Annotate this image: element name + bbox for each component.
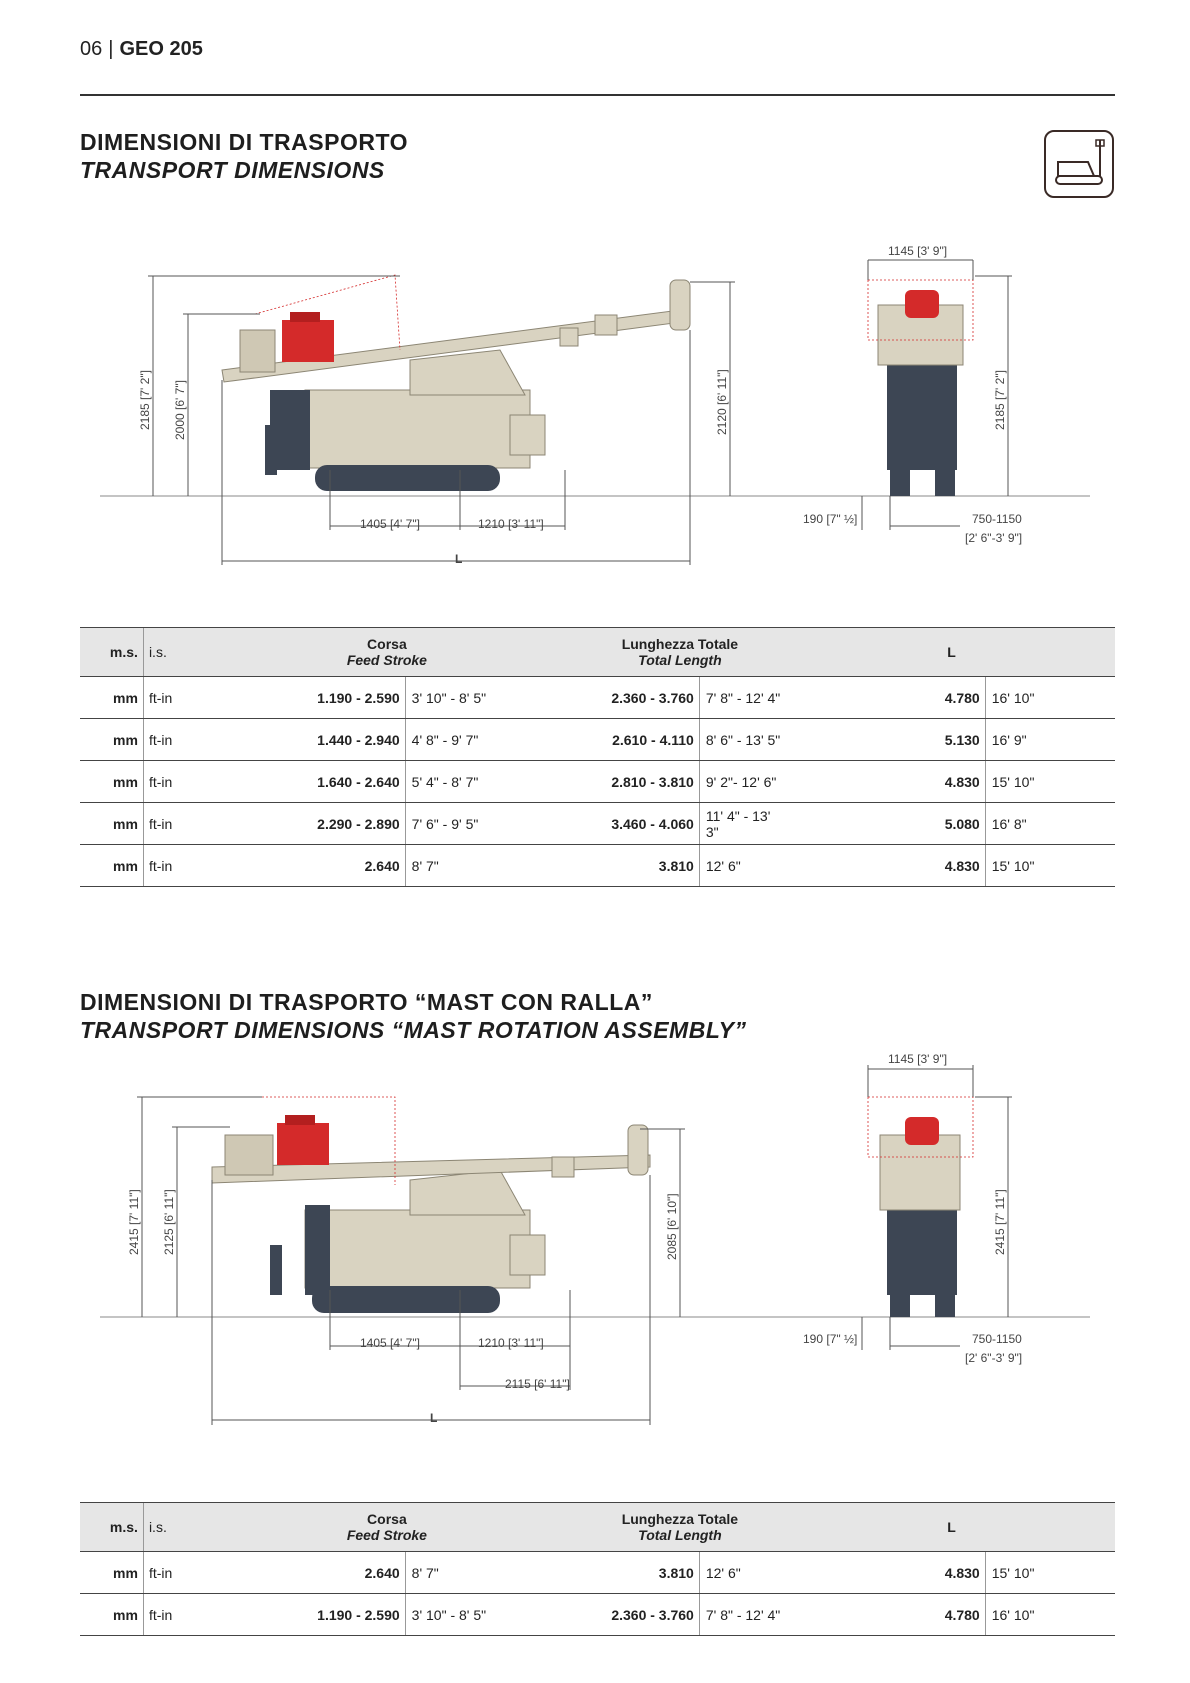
header-rule	[80, 94, 1115, 96]
dim-gauge: 750-1150	[972, 512, 1022, 526]
cell-unit-imperial: ft-in	[143, 1594, 202, 1636]
dim-rear-overhang: 1210 [3' 11"]	[478, 517, 544, 531]
dim-mast-overhang: 2115 [6' 11"]	[505, 1377, 570, 1391]
cell-stroke-ft: 3' 10" - 8' 5"	[405, 1594, 493, 1636]
col-length-en: Total Length	[638, 652, 722, 668]
col-stroke-it: Corsa	[367, 1511, 407, 1527]
cell-unit-metric: mm	[80, 761, 143, 803]
cell-l-ft: 15' 10"	[985, 845, 1115, 887]
cell-length-mm: 3.460 - 4.060	[493, 803, 700, 845]
cell-stroke-ft: 4' 8" - 9' 7"	[405, 719, 493, 761]
cell-l-ft: 15' 10"	[985, 761, 1115, 803]
cell-l-mm: 4.830	[788, 1552, 985, 1594]
table-row	[80, 677, 1115, 719]
cell-l-ft: 16' 10"	[985, 1594, 1115, 1636]
table-row	[80, 803, 1115, 845]
col-stroke-en: Feed Stroke	[346, 1527, 427, 1543]
cell-length-mm: 3.810	[493, 1552, 700, 1594]
dim-gauge-ft: [2' 6"-3' 9"]	[965, 531, 1023, 545]
cell-unit-metric: mm	[80, 1594, 143, 1636]
dim-track-width: 190 [7" ½]	[803, 512, 858, 526]
col-stroke-it: Corsa	[367, 636, 407, 652]
rear-view-machine	[868, 280, 973, 496]
col-stroke	[202, 628, 493, 677]
cell-length-ft: 7' 8" - 12' 4"	[699, 1594, 788, 1636]
cell-unit-imperial: ft-in	[143, 719, 202, 761]
transport-table-2	[80, 1502, 1115, 1636]
page-number: 06	[80, 38, 103, 60]
dim-height-rear: 2185 [7' 2"]	[993, 370, 1007, 430]
table-row	[80, 845, 1115, 887]
cell-unit-metric: mm	[80, 845, 143, 887]
cell-unit-imperial: ft-in	[143, 845, 202, 887]
dim-track-width: 190 [7" ½]	[803, 1332, 858, 1346]
col-L: L	[788, 628, 1115, 677]
dim-height-body: 2125 [6' 11"]	[162, 1189, 176, 1255]
cell-stroke-ft: 7' 6" - 9' 5"	[405, 803, 493, 845]
col-length	[493, 628, 788, 677]
dim-rear-overhang: 1210 [3' 11"]	[478, 1336, 544, 1350]
dim-width: 1145 [3' 9"]	[888, 1052, 948, 1066]
cell-stroke-mm: 2.640	[202, 1552, 405, 1594]
cell-stroke-ft: 8' 7"	[405, 845, 493, 887]
dim-L: L	[455, 552, 463, 566]
dim-height-total: 2415 [7' 11"]	[127, 1189, 141, 1255]
cell-l-mm: 4.780	[788, 677, 985, 719]
cell-unit-imperial: ft-in	[143, 803, 202, 845]
cell-stroke-ft: 8' 7"	[405, 1552, 493, 1594]
cell-unit-metric: mm	[80, 1552, 143, 1594]
table-row	[80, 1594, 1115, 1636]
cell-length-ft: 9' 2"- 12' 6"	[699, 761, 788, 803]
side-view-machine	[222, 275, 690, 491]
cell-l-ft: 16' 8"	[985, 803, 1115, 845]
cell-stroke-mm: 1.190 - 2.590	[202, 677, 405, 719]
cell-length-mm: 3.810	[493, 845, 700, 887]
cell-length-mm: 2.610 - 4.110	[493, 719, 700, 761]
cell-l-mm: 5.080	[788, 803, 985, 845]
dim-gauge: 750-1150	[972, 1332, 1022, 1346]
table-header-row	[80, 628, 1115, 677]
cell-stroke-ft: 3' 10" - 8' 5"	[405, 677, 493, 719]
col-length-it: Lunghezza Totale	[621, 1511, 739, 1527]
dim-height-rear: 2415 [7' 11"]	[993, 1189, 1007, 1255]
cell-unit-metric: mm	[80, 719, 143, 761]
dim-width: 1145 [3' 9"]	[888, 244, 948, 258]
cell-l-mm: 5.130	[788, 719, 985, 761]
cell-length-ft: 11' 4" - 13' 3"	[699, 803, 788, 845]
col-length-en: Total Length	[638, 1527, 722, 1543]
dim-height-body: 2000 [6' 7"]	[173, 380, 187, 440]
col-stroke	[202, 1503, 493, 1552]
cell-unit-imperial: ft-in	[143, 677, 202, 719]
cell-length-ft: 8' 6" - 13' 5"	[699, 719, 788, 761]
dim-track-length: 1405 [4' 7"]	[360, 517, 420, 531]
model-name: GEO 205	[119, 38, 203, 60]
section2-title-it: DIMENSIONI DI TRASPORTO “MAST CON RALLA”	[80, 989, 653, 1015]
section1-title-it: DIMENSIONI DI TRASPORTO	[80, 129, 408, 155]
cell-l-mm: 4.830	[788, 845, 985, 887]
cell-length-mm: 2.810 - 3.810	[493, 761, 700, 803]
section2-title	[80, 988, 747, 1044]
dim-L: L	[430, 1411, 438, 1425]
col-ms: m.s.	[80, 1503, 143, 1552]
dim-track-length: 1405 [4' 7"]	[360, 1336, 420, 1350]
cell-stroke-ft: 5' 4" - 8' 7"	[405, 761, 493, 803]
side-view-machine	[212, 1097, 650, 1313]
section1-title-en: TRANSPORT DIMENSIONS	[80, 157, 385, 183]
rear-view-machine	[868, 1097, 973, 1317]
dim-height-total: 2185 [7' 2"]	[138, 370, 152, 430]
dim-height-mast: 2085 [6' 10"]	[665, 1193, 679, 1260]
cell-unit-imperial: ft-in	[143, 1552, 202, 1594]
dim-gauge-ft: [2' 6"-3' 9"]	[965, 1351, 1023, 1365]
cell-stroke-mm: 1.440 - 2.940	[202, 719, 405, 761]
cell-length-mm: 2.360 - 3.760	[493, 1594, 700, 1636]
cell-stroke-mm: 2.640	[202, 845, 405, 887]
page-header	[80, 38, 203, 61]
cell-unit-metric: mm	[80, 677, 143, 719]
cell-l-ft: 16' 10"	[985, 677, 1115, 719]
cell-stroke-mm: 2.290 - 2.890	[202, 803, 405, 845]
cell-unit-metric: mm	[80, 803, 143, 845]
table-header-row	[80, 1503, 1115, 1552]
section1-drawing	[0, 230, 1190, 570]
col-L: L	[788, 1503, 1115, 1552]
cell-stroke-mm: 1.640 - 2.640	[202, 761, 405, 803]
col-is: i.s.	[143, 1503, 202, 1552]
col-is: i.s.	[143, 628, 202, 677]
col-ms: m.s.	[80, 628, 143, 677]
table-row	[80, 1552, 1115, 1594]
table-row	[80, 719, 1115, 761]
col-length	[493, 1503, 788, 1552]
transport-table-1	[80, 627, 1115, 887]
cell-unit-imperial: ft-in	[143, 761, 202, 803]
section1-title	[80, 128, 408, 184]
cell-length-ft: 12' 6"	[699, 1552, 788, 1594]
cell-l-mm: 4.830	[788, 761, 985, 803]
col-stroke-en: Feed Stroke	[346, 652, 427, 668]
transport-icon	[1044, 130, 1114, 198]
section2-title-en: TRANSPORT DIMENSIONS “MAST ROTATION ASSEMBLY”	[80, 1017, 747, 1043]
cell-length-ft: 7' 8" - 12' 4"	[699, 677, 788, 719]
cell-l-mm: 4.780	[788, 1594, 985, 1636]
col-length-it: Lunghezza Totale	[621, 636, 739, 652]
table-row	[80, 761, 1115, 803]
cell-stroke-mm: 1.190 - 2.590	[202, 1594, 405, 1636]
cell-l-ft: 15' 10"	[985, 1552, 1115, 1594]
cell-length-mm: 2.360 - 3.760	[493, 677, 700, 719]
section2-drawing	[0, 1045, 1190, 1425]
header-separator: |	[108, 38, 114, 60]
dim-height-mast: 2120 [6' 11"]	[715, 369, 729, 435]
cell-l-ft: 16' 9"	[985, 719, 1115, 761]
cell-length-ft: 12' 6"	[699, 845, 788, 887]
